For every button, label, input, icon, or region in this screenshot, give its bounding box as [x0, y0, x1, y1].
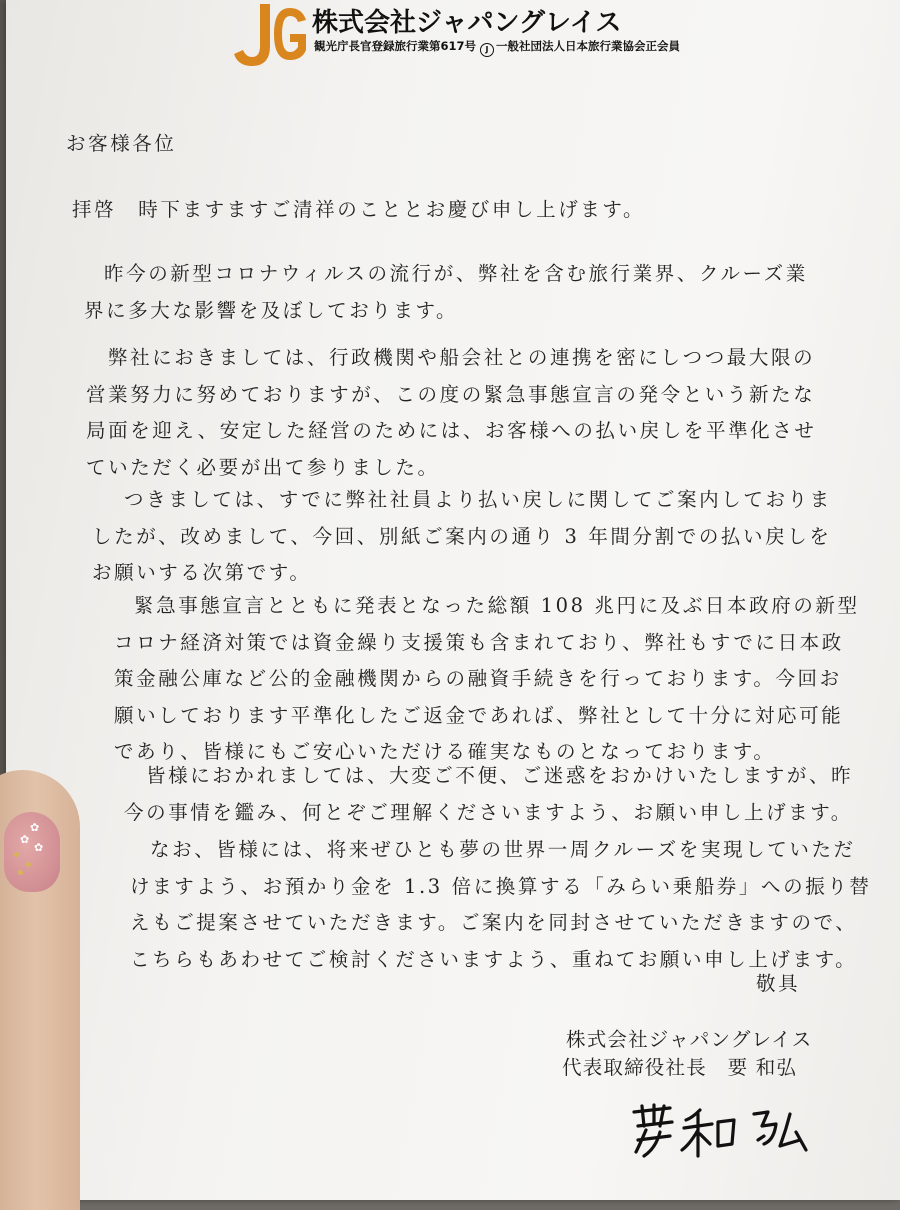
painted-fingernail [4, 812, 60, 892]
paragraph-line: 局面を迎え、安定した経営のためには、お客様への払い戻しを平準化させ [86, 419, 817, 442]
paragraph-line: なお、皆様には、将来ぜひとも夢の世界一周クルーズを実現していただ [150, 838, 856, 861]
paragraph-line: こちらもあわせてご検討くださいますよう、重ねてお願い申し上げます。 [130, 947, 858, 971]
company-name: 株式会社ジャパングレイス [312, 8, 622, 38]
paragraph-line: 界に多大な影響を及ぼしております。 [84, 298, 459, 322]
paragraph-line: 策金融公庫など公的金融機関からの融資手続きを行っております。今回お [114, 667, 842, 690]
paragraph-line: けますよう、お預かり金を 1.3 倍に換算する「みらい乗船券」への振り替 [130, 874, 872, 898]
paragraph-line: であり、皆様にもご安心いただける確実なものとなっております。 [114, 740, 776, 763]
paragraph-line: 皆様におかれましては、大変ご不便、ご迷惑をおかけいたしますが、昨 [146, 764, 854, 787]
paragraph-line: 願いしております平準化したご返金であれば、弊社として十分に対応可能 [114, 703, 844, 727]
gold-dot [26, 862, 31, 867]
company-logo [230, 0, 312, 72]
paragraph-line: 弊社におきましては、行政機関や船会社との連携を密にしつつ最大限の [108, 346, 816, 369]
paragraph-6 [130, 832, 872, 978]
paragraph-1 [84, 256, 808, 329]
paragraph-3 [92, 482, 832, 592]
gold-dot [18, 870, 23, 875]
signatory-company: 株式会社ジャパングレイス [566, 1028, 813, 1051]
paragraph-line: お願いする次第です。 [92, 561, 312, 584]
registration-number: 観光庁長官登録旅行業第617号 [314, 39, 477, 53]
gold-dot [14, 852, 19, 857]
paragraph-line: コロナ経済対策では資金繰り支援策も含まれており、弊社もすでに日本政 [114, 630, 844, 654]
flower-deco-icon: ✿ [30, 821, 40, 834]
paragraph-line: えもご提案させていただきます。ご案内を同封させていただきますので、 [130, 911, 858, 934]
paragraph-line: 緊急事態宣言とともに発表となった総額 108 兆円に及ぶ日本政府の新型 [134, 594, 860, 617]
flower-deco-icon: ✿ [34, 841, 44, 854]
paragraph-2 [86, 340, 816, 486]
handwritten-signature [630, 1100, 810, 1160]
paragraph-4 [114, 588, 860, 771]
paragraph-line: したが、改めまして、今回、別紙ご案内の通り 3 年間分割での払い戻しを [92, 524, 832, 548]
paragraph-5 [124, 758, 853, 831]
letterhead [230, 0, 700, 78]
jata-mark-icon: J [480, 43, 494, 57]
registration-line [314, 38, 680, 57]
salutation: お客様各位 [66, 132, 177, 155]
paragraph-line: 今の事情を鑑み、何とぞご理解くださいますよう、お願い申し上げます。 [124, 800, 853, 824]
signatory-title-name: 代表取締役社長 要 和弘 [562, 1056, 798, 1079]
closing-keigu: 敬具 [756, 972, 801, 995]
flower-deco-icon: ✿ [20, 833, 30, 846]
association-membership: 一般社団法人日本旅行業協会正会員 [496, 39, 681, 53]
greeting: 拝啓 時下ますますご清祥のこととお慶び申し上げます。 [72, 198, 646, 221]
paragraph-line: ていただく必要が出て参りました。 [86, 455, 440, 479]
paragraph-line: つきましては、すでに弊社社員より払い戻しに関してご案内しておりま [124, 488, 832, 511]
paragraph-line: 昨今の新型コロナウィルスの流行が、弊社を含む旅行業界、クルーズ業 [104, 262, 808, 285]
paragraph-line: 営業努力に努めておりますが、この度の緊急事態宣言の発令という新たな [86, 382, 816, 406]
